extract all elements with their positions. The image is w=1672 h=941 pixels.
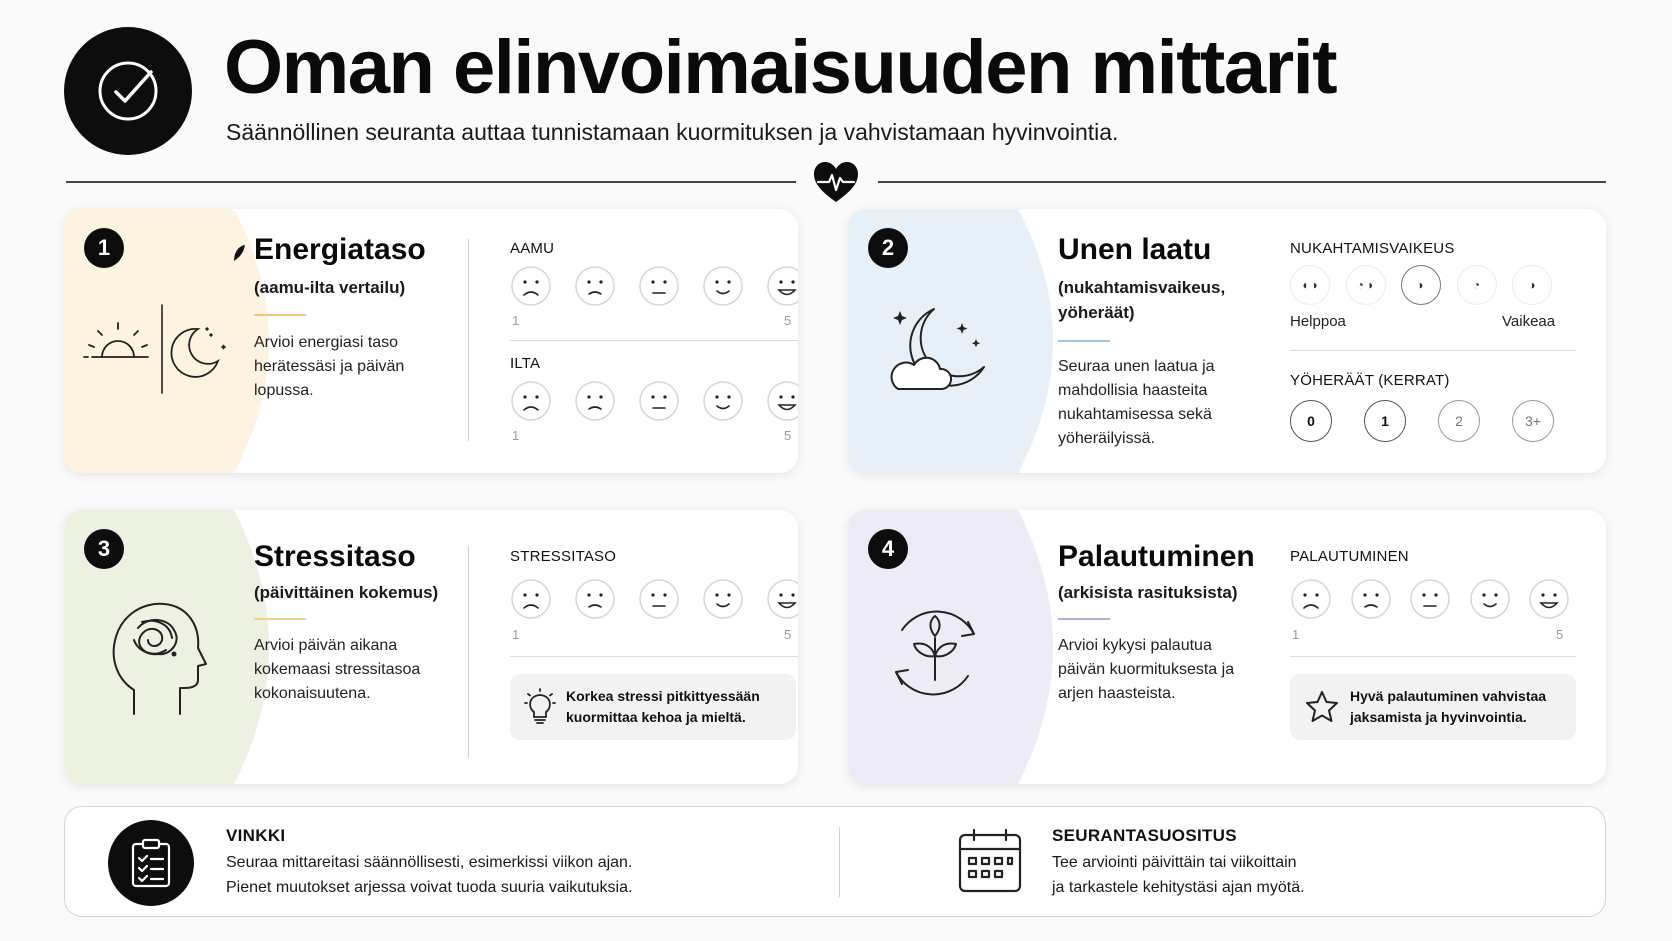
card-sleep: [848, 209, 1606, 473]
very-sad-face-icon[interactable]: [510, 380, 552, 422]
card-title: Energiataso: [254, 233, 426, 266]
header-divider-right: [878, 181, 1606, 183]
wakeups-label: YÖHERÄÄT (KERRAT): [1290, 372, 1450, 389]
easy-label: Helppoa: [1290, 313, 1346, 330]
happy-face-icon[interactable]: [702, 265, 744, 307]
plant-cycle-icon: [882, 600, 988, 706]
morning-label: AAMU: [510, 240, 555, 257]
card-recovery: [848, 510, 1606, 784]
card-accent-line: [254, 618, 306, 620]
rating-separator: [510, 656, 798, 657]
stress-label: STRESSITASO: [510, 548, 617, 565]
stress-rating: [510, 578, 798, 620]
wakeup-option-2[interactable]: 2: [1438, 400, 1480, 442]
scale-max: 5: [784, 313, 792, 328]
wakeup-option-0[interactable]: 0: [1290, 400, 1332, 442]
card-description: Arvioi energiasi taso herätessäsi ja päivän lopussa.: [254, 334, 405, 399]
very-happy-face-icon[interactable]: [766, 578, 798, 620]
card-title: Palautuminen: [1058, 540, 1255, 573]
page-title: Oman elinvoimaisuuden mittarit: [224, 25, 1337, 110]
neutral-face-icon[interactable]: [1409, 578, 1451, 620]
happy-face-icon[interactable]: [702, 380, 744, 422]
card-description: Seuraa unen laatua ja mahdollisia haasteita nukahtamisessa sekä yöheräilyissä.: [1058, 358, 1215, 447]
neutral-face-icon[interactable]: [638, 380, 680, 422]
footer-panel: [64, 806, 1606, 917]
scale-min: 1: [512, 428, 520, 443]
very-sad-face-icon[interactable]: [510, 578, 552, 620]
difficulty-option[interactable]: ◔ ◗: [1346, 265, 1386, 305]
difficulty-option[interactable]: ◖ ◗: [1290, 265, 1330, 305]
card-number: 1: [84, 228, 124, 268]
clipboard-badge: [108, 820, 194, 906]
neutral-face-icon[interactable]: [638, 265, 680, 307]
recommendation-line-1: Tee arviointi päivittäin tai viikoittain: [1052, 854, 1297, 871]
very-happy-face-icon[interactable]: [766, 265, 798, 307]
neutral-face-icon[interactable]: [638, 578, 680, 620]
leaf-bullet-icon: [232, 243, 246, 263]
very-sad-face-icon[interactable]: [510, 265, 552, 307]
very-happy-face-icon[interactable]: [766, 380, 798, 422]
card-subtitle: (arkisista rasituksista): [1058, 583, 1238, 602]
scale-max: 5: [784, 428, 792, 443]
sad-face-icon[interactable]: [574, 578, 616, 620]
tip-text: Hyvä palautuminen vahvistaa jaksamista ja hyvinvointia.: [1350, 688, 1547, 725]
footer-separator: [839, 827, 840, 897]
rating-separator: [1290, 656, 1576, 657]
scale-max: 5: [784, 627, 792, 642]
very-sad-face-icon[interactable]: [1290, 578, 1332, 620]
card-accent-line: [254, 314, 306, 316]
card-accent-line: [1058, 340, 1110, 342]
card-subtitle: (aamu-ilta vertailu): [254, 278, 406, 297]
tip-heading: VINKKI: [226, 826, 286, 845]
hard-label: Vaikeaa: [1502, 313, 1556, 330]
card-stress: [64, 510, 798, 784]
logo-badge: [64, 27, 192, 155]
card-description: Arvioi kykysi palautua päivän kuormituksesta ja arjen haasteista.: [1058, 637, 1235, 702]
check-circle-icon: [91, 54, 165, 128]
morning-rating: [510, 265, 798, 307]
head-tangle-icon: [108, 598, 208, 716]
card-description: Arvioi päivän aikana kokemaasi stressitasoa kokonaisuutena.: [254, 637, 421, 702]
card-vertical-separator: [468, 239, 469, 441]
recommendation-line-2: ja tarkastele kehitystäsi ajan myötä.: [1052, 879, 1305, 896]
rating-separator: [510, 340, 798, 341]
recovery-label: PALAUTUMINEN: [1290, 548, 1409, 565]
evening-label: ILTA: [510, 355, 541, 372]
clipboard-checklist-icon: [128, 837, 174, 889]
scale-min: 1: [512, 627, 520, 642]
scale-min: 1: [512, 313, 520, 328]
very-happy-face-icon[interactable]: [1528, 578, 1570, 620]
recovery-tip: [1290, 674, 1576, 740]
page-subtitle: Säännöllinen seuranta auttaa tunnistamaan kuormituksen ja vahvistamaan hyvinvointia.: [226, 119, 1119, 145]
lightbulb-icon: [524, 688, 556, 726]
scale-min: 1: [1292, 627, 1300, 642]
wakeup-option-1[interactable]: 1: [1364, 400, 1406, 442]
happy-face-icon[interactable]: [702, 578, 744, 620]
happy-face-icon[interactable]: [1469, 578, 1511, 620]
card-vertical-separator: [468, 546, 469, 758]
recovery-rating: [1290, 578, 1570, 620]
moon-cloud-icon: [884, 301, 994, 401]
difficulty-option[interactable]: ◑: [1512, 265, 1552, 305]
sunrise-icon: [78, 299, 230, 399]
wakeup-option-3plus[interactable]: 3+: [1512, 400, 1554, 442]
card-subtitle: (nukahtamisvaikeus, yöheräät): [1058, 278, 1226, 322]
star-icon: [1304, 689, 1340, 725]
difficulty-option[interactable]: ◔: [1457, 265, 1497, 305]
card-title: Unen laatu: [1058, 233, 1212, 266]
card-number: 2: [868, 228, 908, 268]
tip-line-1: Seuraa mittareitasi säännöllisesti, esimerkissi viikon ajan.: [226, 854, 633, 871]
rating-separator: [1290, 350, 1576, 351]
card-energy: [64, 209, 798, 473]
scale-max: 5: [1556, 627, 1564, 642]
card-title: Stressitaso: [254, 540, 416, 573]
header-divider-left: [66, 181, 796, 183]
sad-face-icon[interactable]: [574, 265, 616, 307]
wakeups-options: [1290, 400, 1554, 442]
difficulty-label: NUKAHTAMISVAIKEUS: [1290, 240, 1455, 257]
evening-rating: [510, 380, 798, 422]
heartbeat-icon: [812, 160, 860, 204]
card-subtitle: (päivittäinen kokemus): [254, 583, 439, 602]
difficulty-option[interactable]: ◗: [1401, 265, 1441, 305]
card-number: 4: [868, 529, 908, 569]
calendar-icon: [957, 827, 1023, 895]
sad-face-icon[interactable]: [1350, 578, 1392, 620]
stress-tip: [510, 674, 796, 740]
tip-line-2: Pienet muutokset arjessa voivat tuoda suuria vaikutuksia.: [226, 879, 633, 896]
card-number: 3: [84, 529, 124, 569]
sad-face-icon[interactable]: [574, 380, 616, 422]
tip-text: Korkea stressi pitkittyessään kuormittaa kehoa ja mieltä.: [566, 688, 760, 725]
recommendation-heading: SEURANTASUOSITUS: [1052, 826, 1237, 845]
card-accent-line: [1058, 618, 1110, 620]
difficulty-rating: [1290, 265, 1552, 305]
